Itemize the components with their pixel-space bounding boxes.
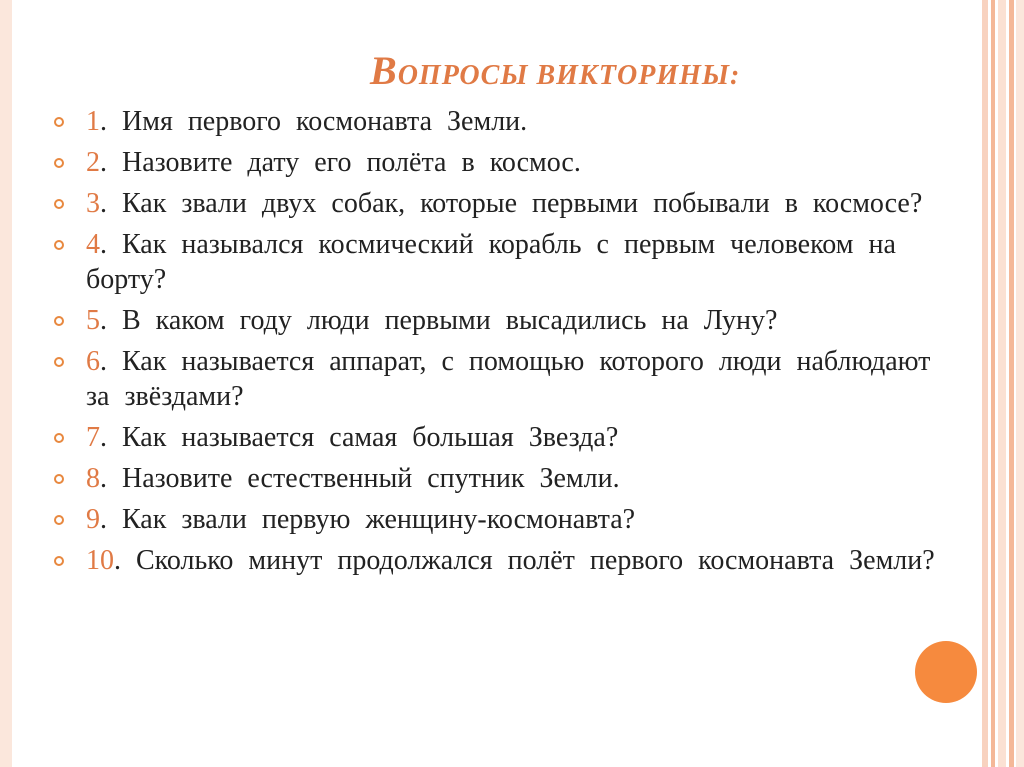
question-item	[52, 420, 942, 455]
bullet-icon	[54, 474, 64, 484]
right-decor-stripe	[991, 0, 995, 767]
question-number: 8	[86, 463, 100, 494]
question-item	[52, 543, 942, 578]
bullet-icon	[54, 158, 64, 168]
question-text: . Назовите дату его полёта в космос.	[100, 147, 581, 178]
bullet-icon	[54, 556, 64, 566]
question-text: . Сколько минут продолжался полёт первого космонавта Земли?	[114, 545, 935, 576]
question-number: 6	[86, 346, 100, 377]
question-text: . Как звали двух собак, которые первыми побывали в космосе?	[100, 188, 923, 219]
question-number: 2	[86, 147, 100, 178]
question-text: . Назовите естественный спутник Земли.	[100, 463, 620, 494]
bullet-icon	[54, 240, 64, 250]
title-initial: В	[370, 48, 398, 93]
right-decor-stripe	[1009, 0, 1014, 767]
bullet-icon	[54, 199, 64, 209]
question-item	[52, 104, 942, 139]
decorative-circle	[915, 641, 977, 703]
question-text: . Как называется самая большая Звезда?	[100, 422, 619, 453]
question-number: 9	[86, 504, 100, 535]
question-item	[52, 186, 942, 221]
question-item	[52, 461, 942, 496]
title-word-2: ВИКТОРИНЫ:	[528, 60, 741, 91]
question-item	[52, 145, 942, 180]
question-item	[52, 344, 942, 414]
question-item	[52, 502, 942, 537]
question-number: 1	[86, 106, 100, 137]
question-number: 10	[86, 545, 114, 576]
question-text: . В каком году люди первыми высадились на Луну?	[100, 305, 778, 336]
title-word-1: ОПРОСЫ	[397, 60, 529, 91]
bullet-icon	[54, 357, 64, 367]
question-item	[52, 303, 942, 338]
bullet-icon	[54, 316, 64, 326]
question-text: . Имя первого космонавта Земли.	[100, 106, 528, 137]
bullet-icon	[54, 433, 64, 443]
question-text: . Как назывался космический корабль с первым человеком на борту?	[86, 229, 896, 295]
question-text: . Как звали первую женщину-космонавта?	[100, 504, 636, 535]
right-decor-stripe	[982, 0, 988, 767]
questions-list	[52, 104, 942, 584]
question-number: 7	[86, 422, 100, 453]
left-decor-band	[0, 0, 12, 767]
right-decor-stripe	[1016, 0, 1024, 767]
right-decor-stripe	[998, 0, 1006, 767]
slide-title	[370, 47, 930, 94]
question-number: 3	[86, 188, 100, 219]
question-number: 5	[86, 305, 100, 336]
bullet-icon	[54, 117, 64, 127]
question-item	[52, 227, 942, 297]
question-number: 4	[86, 229, 100, 260]
question-text: . Как называется аппарат, с помощью которого люди наблюдают за звёздами?	[86, 346, 931, 412]
bullet-icon	[54, 515, 64, 525]
